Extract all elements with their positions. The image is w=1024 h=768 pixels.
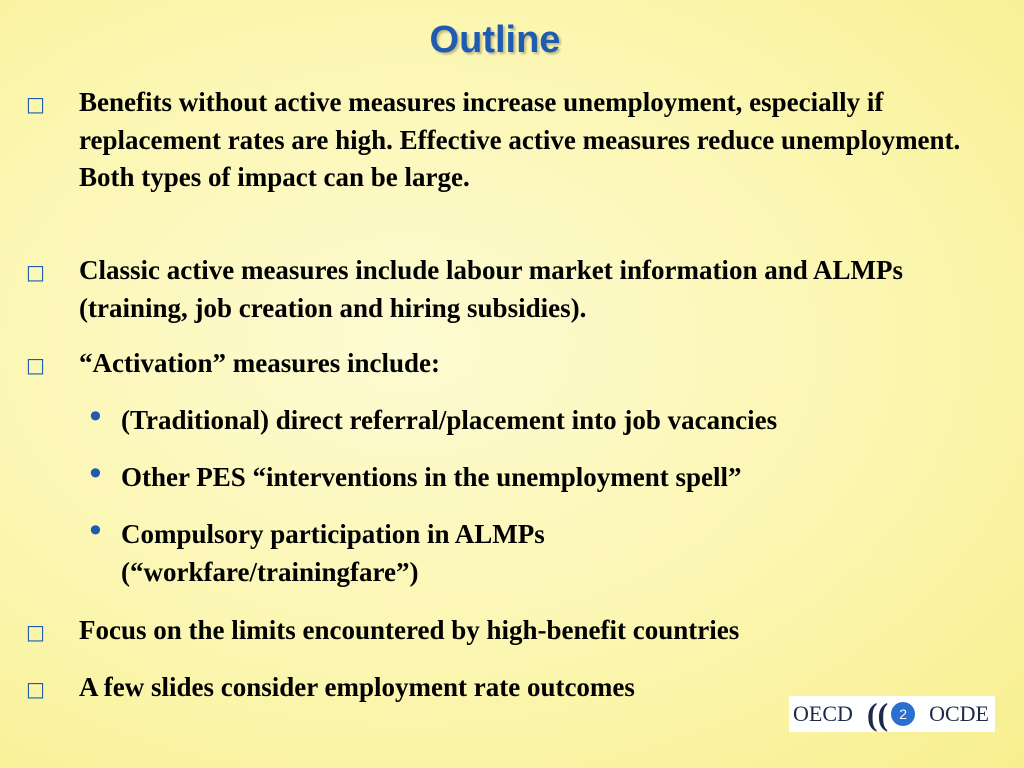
bullet-text: “Activation” measures include: bbox=[79, 348, 440, 378]
oecd-logo bbox=[789, 696, 995, 732]
bullet-text: Other PES “interventions in the unemployment spell” bbox=[121, 462, 742, 492]
logo-text-oecd: OECD bbox=[793, 701, 853, 726]
bullet-item bbox=[26, 612, 994, 650]
oecd-mark-icon: (( bbox=[866, 696, 889, 732]
logo-text-ocde: OCDE bbox=[929, 701, 989, 726]
square-bullet-icon: □ bbox=[26, 620, 45, 644]
bullet-item bbox=[26, 345, 994, 383]
dot-bullet-icon: • bbox=[86, 512, 105, 550]
square-bullet-icon: □ bbox=[26, 260, 45, 284]
bullet-text: Focus on the limits encountered by high-benefit countries bbox=[79, 615, 740, 645]
dot-bullet-icon: • bbox=[86, 455, 105, 493]
bullet-item bbox=[26, 252, 994, 327]
logo-mark bbox=[866, 696, 915, 732]
slide-title: Outline bbox=[429, 19, 561, 61]
sub-bullet-item bbox=[86, 398, 991, 440]
bullet-item bbox=[26, 84, 994, 197]
square-bullet-icon: □ bbox=[26, 677, 45, 701]
bullet-text: (Traditional) direct referral/placement into job vacancies bbox=[121, 405, 778, 435]
bullet-text: Classic active measures include labour market information and ALMPs (training, job creation and hiring subsidies). bbox=[79, 255, 903, 323]
page-number: 2 bbox=[891, 702, 915, 726]
bullet-text: Compulsory participation in ALMPs (“workfare/trainingfare”) bbox=[121, 519, 545, 587]
sub-bullet-item bbox=[86, 455, 991, 497]
bullet-text: Benefits without active measures increase unemployment, especially if replacement rates are high. Effective active measures reduce unemployment. Both types of impact can be large. bbox=[79, 87, 961, 192]
sub-bullet-item bbox=[86, 512, 681, 591]
square-bullet-icon: □ bbox=[26, 92, 45, 116]
bullet-text: A few slides consider employment rate outcomes bbox=[79, 672, 635, 702]
dot-bullet-icon: • bbox=[86, 398, 105, 436]
square-bullet-icon: □ bbox=[26, 353, 45, 377]
